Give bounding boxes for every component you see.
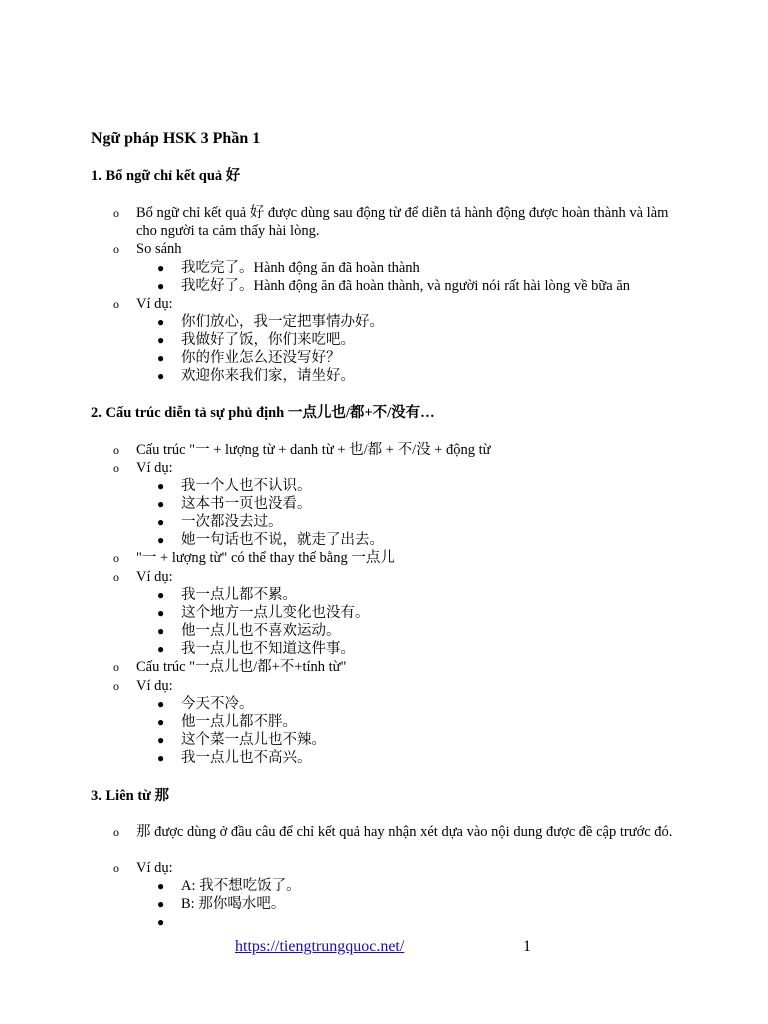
circle-bullet-icon: o <box>113 660 119 674</box>
list-item: o Ví dụ: <box>113 296 173 312</box>
list-item: o Cấu trúc "一 + lượng từ + danh từ + 也/都 + 不/没 + động từ <box>113 442 491 458</box>
dot-bullet-icon: ● <box>157 915 165 929</box>
example-item: ● 欢迎你来我们家，请坐好。 <box>157 368 355 384</box>
example-item: ● 这本书一页也没看。 <box>157 496 312 512</box>
example-item: ● 我一点儿都不累。 <box>157 587 297 603</box>
example-item: ● B: 那你喝水吧。 <box>157 896 286 912</box>
circle-bullet-icon: o <box>113 679 119 693</box>
dot-bullet-icon: ● <box>157 897 165 911</box>
dot-bullet-icon: ● <box>157 333 165 347</box>
circle-bullet-icon: o <box>113 443 119 457</box>
circle-bullet-icon: o <box>113 242 119 256</box>
dot-bullet-icon: ● <box>157 751 165 765</box>
page-title: Ngữ pháp HSK 3 Phần 1 <box>91 130 261 147</box>
example-item: ● 我做好了饭，你们来吃吧。 <box>157 332 355 348</box>
list-item: o "一 + lượng từ" có thể thay thế bằng 一点儿 <box>113 550 395 566</box>
dot-bullet-icon: ● <box>157 261 165 275</box>
example-item: ● 你们放心，我一定把事情办好。 <box>157 314 384 330</box>
dot-bullet-icon: ● <box>157 479 165 493</box>
list-item: o 那 được dùng ở đầu câu để chỉ kết quả hay nhận xét dựa vào nội dung được đề cập trước đó. <box>113 824 673 840</box>
dot-bullet-icon: ● <box>157 715 165 729</box>
list-item: o Ví dụ: <box>113 569 173 585</box>
dot-bullet-icon: ● <box>157 533 165 547</box>
example-item: ● 我一点儿也不高兴。 <box>157 750 312 766</box>
circle-bullet-icon: o <box>113 206 119 220</box>
sub-list-item: ● 我吃好了。Hành động ăn đã hoàn thành, và người nói rất hài lòng về bữa ăn <box>157 278 631 294</box>
page-number: 1 <box>523 938 531 955</box>
dot-bullet-icon: ● <box>157 588 165 602</box>
example-item: ● A: 我不想吃饭了。 <box>157 878 301 894</box>
example-item: ● 一次都没去过。 <box>157 514 283 530</box>
dot-bullet-icon: ● <box>157 315 165 329</box>
dot-bullet-icon: ● <box>157 624 165 638</box>
circle-bullet-icon: o <box>113 825 119 839</box>
example-item: ● 他一点儿都不胖。 <box>157 714 297 730</box>
dot-bullet-icon: ● <box>157 606 165 620</box>
circle-bullet-icon: o <box>113 570 119 584</box>
circle-bullet-icon: o <box>113 461 119 475</box>
list-item: o Ví dụ: <box>113 678 173 694</box>
footer-website-link[interactable]: https://tiengtrungquoc.net/ <box>235 938 405 955</box>
example-item: ● 这个菜一点儿也不辣。 <box>157 732 326 748</box>
dot-bullet-icon: ● <box>157 369 165 383</box>
list-item: o Bổ ngữ chỉ kết quả 好 được dùng sau động từ để diễn tả hành động được hoàn thành và làm cho người ta cảm thấy hài lòng. <box>113 205 669 239</box>
dot-bullet-icon: ● <box>157 497 165 511</box>
section-heading-2: 2. Cấu trúc diễn tả sự phủ định 一点儿也/都+不/没有… <box>91 405 435 421</box>
sub-list-item: ● 我吃完了。Hành động ăn đã hoàn thành <box>157 260 420 276</box>
list-item: o So sánh <box>113 241 182 257</box>
circle-bullet-icon: o <box>113 861 119 875</box>
list-item: o Ví dụ: <box>113 860 173 876</box>
circle-bullet-icon: o <box>113 297 119 311</box>
list-item: o Ví dụ: <box>113 460 173 476</box>
example-item: ● 我一个人也不认识。 <box>157 478 312 494</box>
dot-bullet-icon: ● <box>157 351 165 365</box>
section-heading-3: 3. Liên từ 那 <box>91 788 169 804</box>
example-item: ● 他一点儿也不喜欢运动。 <box>157 623 341 639</box>
example-item: ● 她一句话也不说，就走了出去。 <box>157 532 384 548</box>
dot-bullet-icon: ● <box>157 515 165 529</box>
example-item: ● 这个地方一点儿变化也没有。 <box>157 605 370 621</box>
dot-bullet-icon: ● <box>157 879 165 893</box>
example-item: ● 今天不冷。 <box>157 696 254 712</box>
dot-bullet-icon: ● <box>157 697 165 711</box>
dot-bullet-icon: ● <box>157 642 165 656</box>
list-item: o Cấu trúc "一点儿也/都+不+tính từ" <box>113 659 347 675</box>
example-item: ● 你的作业怎么还没写好？ <box>157 350 341 366</box>
dot-bullet-icon: ● <box>157 279 165 293</box>
section-heading-1: 1. Bổ ngữ chỉ kết quả 好 <box>91 168 241 184</box>
example-item: ● 我一点儿也不知道这件事。 <box>157 641 355 657</box>
circle-bullet-icon: o <box>113 551 119 565</box>
dot-bullet-icon: ● <box>157 733 165 747</box>
